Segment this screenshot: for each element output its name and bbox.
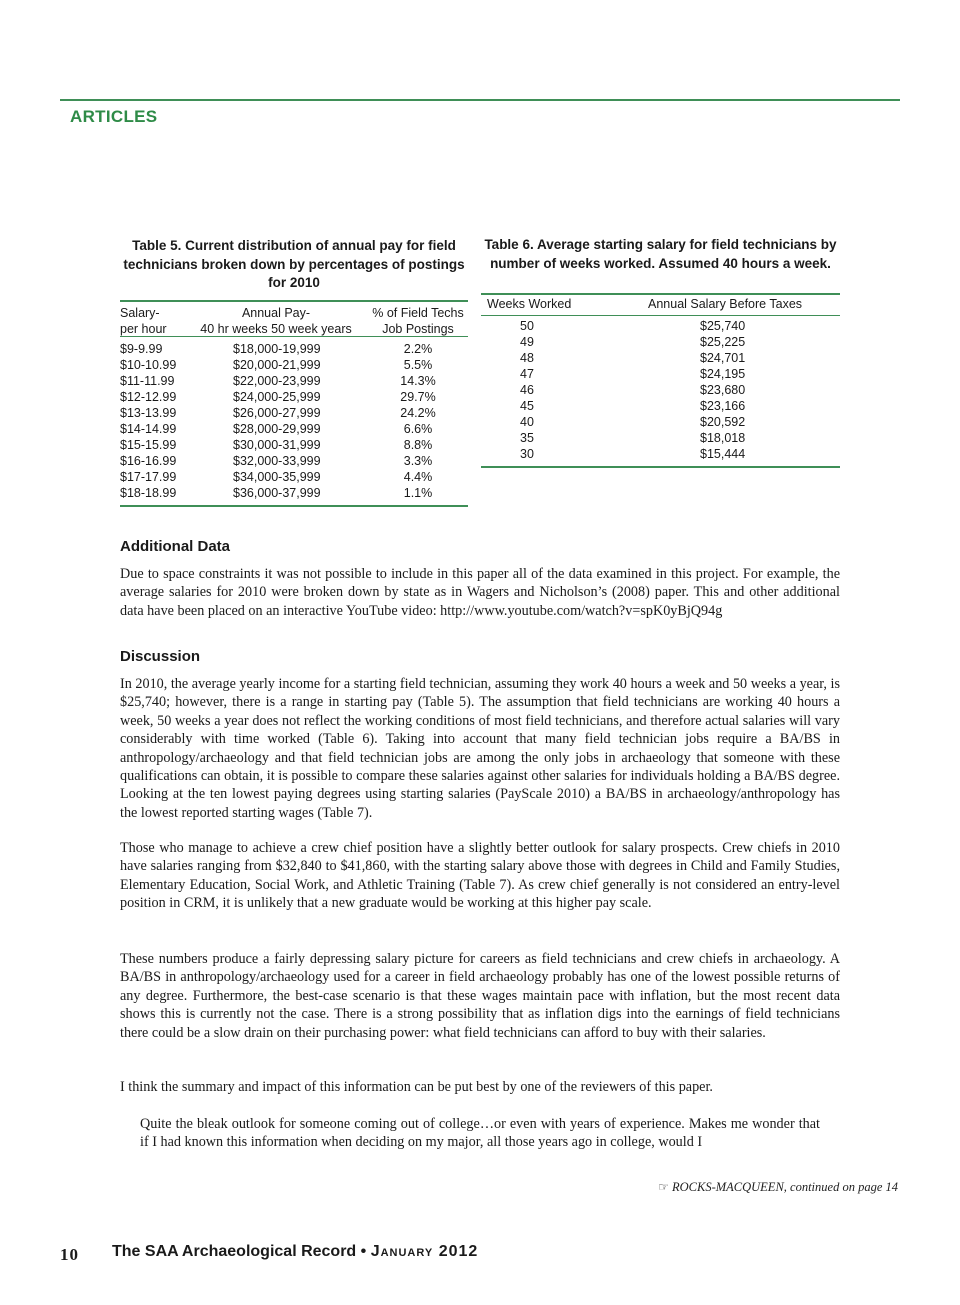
table5-cell-percent: 1.1% bbox=[403, 486, 433, 501]
discussion-paragraph-2: Those who manage to achieve a crew chief position have a slightly better outlook for salary prospects. Crew chiefs in 2010 have salaries ranging from $32,840 to $41,860, with the starting salary above those with degrees in Child and Family Studies, Elementary Education, Social Work, and Athletic Training (Table 7). As crew chief generally is not considered an entry-level position in CRM, it is unlikely that a new graduate would be working at this higher pay scale. bbox=[120, 840, 840, 912]
additional-data-paragraph: Due to space constraints it was not possible to include in this paper all of the data examined in this project. For example, the average salaries for 2010 were broken down by state as in Wagers and Nicholson’s (2008) paper. This and other additional data have been placed on an interactive YouTube video: http://www.youtube.com/watch?v=spK0yBjQ94g bbox=[120, 566, 840, 619]
table5-cell-annual: $18,000-19,999 bbox=[233, 342, 321, 357]
table6-row bbox=[481, 382, 840, 398]
table6-cell-weeks: 49 bbox=[520, 335, 534, 350]
table5-row bbox=[120, 421, 468, 437]
table6-cell-weeks: 47 bbox=[520, 367, 534, 382]
table5-cell-percent: 2.2% bbox=[403, 342, 433, 357]
table5-header-salary-line1: Salary- bbox=[120, 305, 160, 320]
table5-cell-percent: 5.5% bbox=[403, 358, 433, 373]
table6-cell-weeks: 48 bbox=[520, 351, 534, 366]
table5-cell-annual: $30,000-31,999 bbox=[233, 438, 321, 453]
table6-row bbox=[481, 318, 840, 334]
table5-cell-percent: 29.7% bbox=[400, 390, 436, 405]
table5-header-salary-line2: per hour bbox=[120, 321, 167, 336]
table6-row bbox=[481, 414, 840, 430]
table5-row bbox=[120, 437, 468, 453]
table5-cell-percent: 6.6% bbox=[403, 422, 433, 437]
table5-header-annual-line2: 40 hr weeks 50 week years bbox=[200, 321, 352, 336]
table5-row bbox=[120, 373, 468, 389]
table5-header-percent-line1: % of Field Techs bbox=[372, 305, 464, 320]
table5-header-percent-line2: Job Postings bbox=[382, 321, 454, 336]
table5-caption: Table 5. Current distribution of annual pay for field technicians broken down by percentages of postings for 2010 bbox=[123, 238, 465, 290]
table5-cell-salary: $17-17.99 bbox=[120, 470, 177, 485]
continuation-text: ROCKS-MACQUEEN, continued on page 14 bbox=[671, 1180, 898, 1194]
table5-row bbox=[120, 341, 468, 357]
table5-cell-annual: $32,000-33,999 bbox=[233, 454, 321, 469]
table6-cell-salary: $20,592 bbox=[700, 415, 746, 430]
table6-cell-weeks: 30 bbox=[520, 447, 534, 462]
table5-cell-salary: $11-11.99 bbox=[120, 374, 175, 389]
table5-cell-salary: $16-16.99 bbox=[120, 454, 177, 469]
table6-cell-weeks: 40 bbox=[520, 415, 534, 430]
table5-cell-annual: $34,000-35,999 bbox=[233, 470, 321, 485]
table5-header-salary bbox=[120, 305, 167, 337]
table6-row bbox=[481, 366, 840, 382]
table6-cell-weeks: 50 bbox=[520, 319, 534, 334]
table6-header-salary: Annual Salary Before Taxes bbox=[648, 296, 803, 311]
discussion-paragraph-1: In 2010, the average yearly income for a starting field technician, assuming they work 40 hours a week and 50 weeks a year, is $25,740; however, there is a range in starting pay (Table 5). The assumption that field technicians are working 40 hours a week, 50 weeks a year does not reflect the working conditions of most field technicians, and therefore actual salaries will vary considerably with time worked (Table 6). Taking into account that many field technician jobs require a BA/BS in anthropology/archaeology and that field technician jobs are among the only jobs in archaeology that someone with these qualifications can obtain, it is possible to compare these salaries against other salaries for individuals holding a BA/BS degree. Looking at the ten lowest paying degrees using starting salaries (PayScale 2010) a BA/BS in archaeology/anthropology has the lowest reported starting wages (Table 7). bbox=[120, 676, 840, 821]
table6-caption: Table 6. Average starting salary for field technicians by number of weeks worked. Assumed 40 hours a week. bbox=[484, 237, 837, 271]
table5-row bbox=[120, 357, 468, 373]
table5-bottom-rule bbox=[120, 505, 468, 507]
table5-cell-salary: $18-18.99 bbox=[120, 486, 177, 501]
additional-data-heading: Additional Data bbox=[120, 538, 231, 555]
table5-cell-percent: 8.8% bbox=[403, 438, 433, 453]
table6-cell-salary: $25,225 bbox=[700, 335, 746, 350]
table5-cell-salary: $15-15.99 bbox=[120, 438, 177, 453]
table5-cell-salary: $13-13.99 bbox=[120, 406, 177, 421]
table5-header-percent bbox=[368, 305, 468, 337]
discussion-heading: Discussion bbox=[120, 648, 201, 665]
publication-name: The SAA Archaeological Record • bbox=[112, 1243, 367, 1260]
table5-cell-salary: $14-14.99 bbox=[120, 422, 177, 437]
reviewer-quote: Quite the bleak outlook for someone coming out of college…or even with years of experience. Makes me wonder that if I had known this information when deciding on my major, all those years ago in college, would I bbox=[140, 1116, 820, 1151]
table6-row bbox=[481, 446, 840, 462]
table6-row bbox=[481, 334, 840, 350]
table6 bbox=[481, 293, 840, 468]
table5-cell-annual: $26,000-27,999 bbox=[233, 406, 321, 421]
table6-row bbox=[481, 350, 840, 366]
table5-row bbox=[120, 405, 468, 421]
table6-cell-salary: $23,166 bbox=[700, 399, 746, 414]
discussion-paragraph-4: I think the summary and impact of this information can be put best by one of the reviewers of this paper. bbox=[120, 1079, 713, 1095]
table6-header-weeks: Weeks Worked bbox=[487, 296, 572, 311]
table5-cell-salary: $12-12.99 bbox=[120, 390, 177, 405]
table5-cell-salary: $10-10.99 bbox=[120, 358, 177, 373]
table6-bottom-rule bbox=[481, 466, 840, 468]
table5-cell-percent: 24.2% bbox=[400, 406, 436, 421]
continuation-note[interactable] bbox=[658, 1180, 898, 1195]
table6-cell-salary: $24,195 bbox=[700, 367, 746, 382]
table5-row bbox=[120, 469, 468, 485]
table5-cell-annual: $20,000-21,999 bbox=[233, 358, 321, 373]
table5-cell-percent: 4.4% bbox=[403, 470, 433, 485]
table5 bbox=[120, 300, 468, 507]
table5-row bbox=[120, 485, 468, 501]
table6-header-row bbox=[481, 295, 840, 315]
table5-row bbox=[120, 389, 468, 405]
header-rule bbox=[60, 99, 900, 101]
table5-cell-percent: 3.3% bbox=[403, 454, 433, 469]
table6-cell-salary: $24,701 bbox=[700, 351, 746, 366]
section-label: ARTICLES bbox=[70, 107, 158, 126]
publication-footer bbox=[112, 1243, 478, 1261]
table5-header-row bbox=[120, 302, 468, 336]
table5-cell-annual: $36,000-37,999 bbox=[233, 486, 321, 501]
table5-header-annual bbox=[196, 305, 356, 337]
table5-row bbox=[120, 453, 468, 469]
table5-header-annual-line1: Annual Pay- bbox=[241, 305, 311, 320]
page-number: 10 bbox=[60, 1245, 79, 1264]
table6-cell-salary: $15,444 bbox=[700, 447, 746, 462]
table6-row bbox=[481, 398, 840, 414]
table5-cell-salary: $9-9.99 bbox=[120, 342, 163, 357]
pointing-hand-icon: ☞ bbox=[658, 1180, 669, 1194]
table6-cell-weeks: 45 bbox=[520, 399, 534, 414]
discussion-paragraph-3: These numbers produce a fairly depressing salary picture for careers as field technicians and crew chiefs in archaeology. A BA/BS in anthropology/archaeology used for a career in field archaeology probably has one of the lowest possible returns of any degree. Furthermore, the best-case scenario is that these wages maintain pace with inflation, but the most recent data shows this is currently not the case. There is a strong possibility that as inflation digs into the earnings of field technicians there could be a slow drain on their purchasing power: what field technicians can afford to buy with their salaries. bbox=[120, 951, 840, 1041]
table6-cell-weeks: 35 bbox=[520, 431, 534, 446]
issue-date: January 2012 bbox=[370, 1243, 479, 1260]
table6-cell-weeks: 46 bbox=[520, 383, 534, 398]
table5-cell-annual: $22,000-23,999 bbox=[233, 374, 321, 389]
table5-cell-percent: 14.3% bbox=[400, 374, 436, 389]
table6-cell-salary: $18,018 bbox=[700, 431, 746, 446]
table6-cell-salary: $25,740 bbox=[700, 319, 746, 334]
table6-cell-salary: $23,680 bbox=[700, 383, 746, 398]
table6-row bbox=[481, 430, 840, 446]
table5-cell-annual: $28,000-29,999 bbox=[233, 422, 321, 437]
table5-cell-annual: $24,000-25,999 bbox=[233, 390, 321, 405]
